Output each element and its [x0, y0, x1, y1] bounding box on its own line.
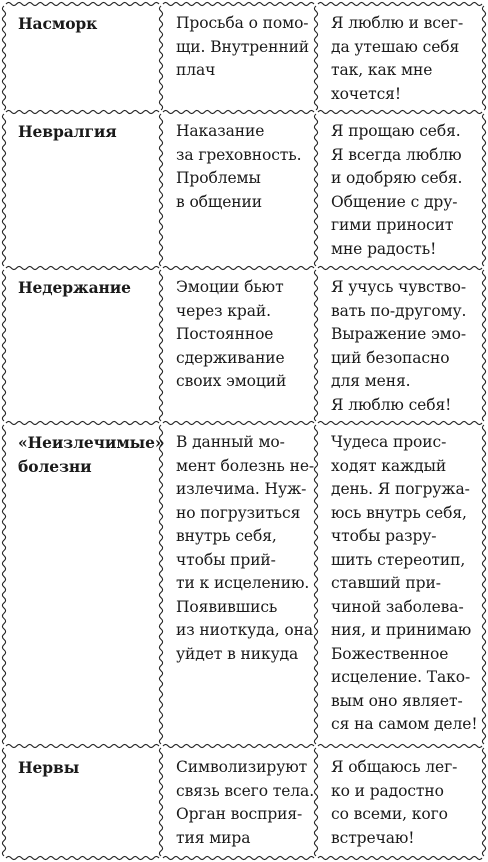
table-border-vertical — [159, 114, 162, 266]
table-border-vertical — [159, 270, 162, 421]
table-border-vertical — [2, 748, 5, 856]
table-border-horizontal — [163, 110, 314, 113]
table-border-vertical — [2, 270, 5, 421]
table-border-horizontal — [6, 2, 159, 5]
table-border-horizontal — [318, 266, 482, 269]
table-cell-term: «Неизлечимые» болезни — [18, 433, 165, 476]
table-border-horizontal — [163, 2, 314, 5]
table-cell-affirmation: Я учусь чувство- вать по-другому. Выражение эмо- ций безопасно для меня. Я люблю себя! — [331, 278, 467, 414]
table-cell-affirmation: Я люблю и всег- да утешаю себя так, как мне хочется! — [331, 14, 464, 103]
table-cell-affirmation: Я прощаю себя. Я всегда люблю и одобряю себя. Общение с дру- гими приносит мне радость! — [331, 122, 463, 258]
table-cell-term: Насморк — [18, 14, 98, 33]
table-cell-cause: Символизируют связь всего тела. Орган восприя- тия мира — [176, 758, 315, 847]
table-border-vertical — [2, 114, 5, 266]
table-cell-cause: Эмоции бьют через край. Постоянное сдерживание своих эмоций — [176, 278, 287, 390]
table-border-vertical — [482, 6, 485, 110]
table-border-horizontal — [6, 744, 159, 747]
table-cell-term: Невралгия — [18, 122, 117, 141]
table-border-vertical — [159, 748, 162, 856]
table-border-vertical — [482, 425, 485, 744]
table-border-horizontal — [318, 110, 482, 113]
table-cell-term: Недержание — [18, 278, 131, 297]
table-border-vertical — [482, 748, 485, 856]
table-cell-affirmation: Я общаюсь лег- ко и радостно со всеми, кого встречаю! — [331, 758, 458, 847]
table-border-vertical — [482, 270, 485, 421]
table-cell-term: Нервы — [18, 758, 80, 777]
page — [4, 4, 484, 858]
table-border-horizontal — [318, 2, 482, 5]
table-cell-cause: В данный мо- мент болезнь не- излечима. Нуж- но погрузиться внутрь себя, чтобы прий- ти к исцелению. Появившись из ниоткуда, она уйдет в никуда — [176, 433, 315, 663]
table-cell-affirmation: Чудеса проис- ходят каждый день. Я погружа- юсь внутрь себя, чтобы разру- шить стереотип, ставший при- чиной заболева- ния, и принимаю Божественное исцеление. Тако- вым оно являет- ся на самом деле! — [331, 433, 478, 733]
table-border-horizontal — [6, 110, 159, 113]
table-border-horizontal — [163, 266, 314, 269]
table-border-horizontal — [318, 744, 482, 747]
table-border-horizontal — [163, 744, 314, 747]
table-border-horizontal — [318, 856, 482, 859]
table-border-horizontal — [6, 421, 159, 424]
table-border-horizontal — [6, 856, 159, 859]
table-cell-cause: Наказание за греховность. Проблемы в общении — [176, 122, 302, 211]
table-border-vertical — [159, 6, 162, 110]
table-border-vertical — [2, 425, 5, 744]
table-cell-cause: Просьба о помо- щи. Внутренний плач — [176, 14, 310, 79]
table-border-vertical — [2, 6, 5, 110]
table-border-horizontal — [163, 856, 314, 859]
table-border-vertical — [482, 114, 485, 266]
table-border-horizontal — [6, 266, 159, 269]
table-border-horizontal — [318, 421, 482, 424]
table-border-horizontal — [163, 421, 314, 424]
